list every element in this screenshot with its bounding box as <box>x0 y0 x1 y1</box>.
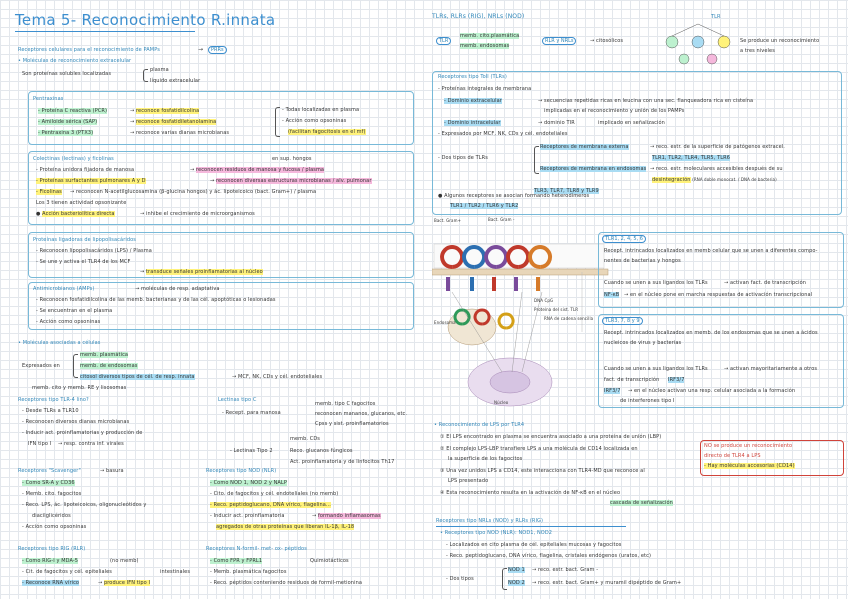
tlr-pill: TLR <box>436 37 451 45</box>
toll-intra: - Dominio intracelular <box>444 120 501 126</box>
tlr-endo-activate: → activan mayoritariamente a otros <box>724 366 818 372</box>
toll-expressed: - Expresados por MCF, NK, CDs y cél. endoteliales <box>438 131 568 137</box>
fig-ssrna: RNA de cadena sencilla <box>544 316 594 321</box>
extracellular-heading: • Moléculas de reconocimiento extracelular <box>18 58 132 64</box>
right-column <box>424 0 848 599</box>
lps-tlr4-heading: • Reconocimiento de LPS por TLR4 <box>434 422 525 428</box>
tlr-label: TLR <box>711 14 721 20</box>
lectina-cpss: Cpss y sist. proinflamatorios <box>315 421 389 427</box>
nod-agregados: agregados de otras proteínas que liberan IL-1β, IL-18 <box>216 524 355 530</box>
tlr-induce: - Inducir act. proinflamatorias y producción de <box>22 430 143 436</box>
tlr-endo-desc2: nucleicos de virus y bacterias <box>604 340 682 346</box>
transduce-text: → transduce señales proinflamatorias al núcleo <box>140 269 263 275</box>
lps-step4: ④ Esta reconocimiento resulta en la activación de NF-κB en el núcleo <box>440 490 621 496</box>
lectina-mananos: reconocen mananos, glucanos, etc. <box>315 411 408 417</box>
lps-note3: - Hay moléculas accesorias (CD14) <box>704 463 795 469</box>
toll-ext-list: TLR1, TLR2, TLR4, TLR5, TLR6 <box>652 155 730 161</box>
toll-heading: Receptores tipo Toll (TLRs) <box>438 74 507 80</box>
receptor-families-heading: TLRs, RLRs (RIG), NRLs (NOD) <box>432 13 525 20</box>
brace <box>502 568 507 590</box>
tlr-surface-desc: Recept. intrincados localizados en memb celular que se unen a diferentes compo- <box>604 248 818 254</box>
brace <box>73 354 78 378</box>
extracellular-liquid-text: líquido extracelular <box>150 78 201 84</box>
toll-integral: - Proteínas integrales de membrana <box>438 86 532 92</box>
tlr-endo-desc: Recept. intrincados localizados en memb. de los endosomas que se unen a ácidos <box>604 330 818 336</box>
tlr-levels-diagram <box>654 14 740 66</box>
tlr-heading: Receptores tipo TLR-4 lino? <box>18 397 89 403</box>
nod2-label: NOD 2 <box>508 580 525 586</box>
nod-induce: - Inducir act. proinflamatoria <box>210 513 285 519</box>
mem-plasma: memb. plasmática <box>80 352 129 358</box>
lps-step2b: la superficie de los fagocitos <box>448 456 523 462</box>
rig-rna: - Reconoce RNA vírico <box>22 580 80 586</box>
tlr-endo-pill: TLR3, 7, 8 y 9 <box>602 317 643 325</box>
scavenger-memb: - Memb. cito. fagocitos <box>22 491 82 497</box>
tlr-surface-pill: TLR1, 2, 4, 5, 6 <box>602 235 646 243</box>
tlr-surface-bind: Cuando se unen a sus ligandos los TLRs <box>604 280 708 286</box>
nod-reco-right: - Reco. peptidoglucano, DNA vírico, flagelina, cristales endógenos (uratos, etc) <box>446 553 652 559</box>
pentraxinas-box <box>28 91 414 145</box>
toll-extra-desc: → secuencias repetidas ricas en leucina con una sec. flanqueadora rica en cisteína <box>538 98 754 104</box>
toll-endo-memb: Receptores de membrana en endosomas <box>540 166 647 172</box>
colectinas-heading: Colectinas (lectinas) y ficolinas <box>33 156 114 162</box>
nod-subheading: • Receptores tipo NOD (NLR): NOD1, NOD2 <box>440 530 553 536</box>
toll-endo-list: TLR3, TLR7, TLR8 y TLR9 <box>534 188 599 194</box>
soluble-proteins-text: Son proteínas solubles localizadas <box>22 71 112 77</box>
irf-ifn: de interferones tipo I <box>620 398 675 404</box>
lectina-tipo2: - Lectinas Tipo 2 <box>230 448 273 454</box>
nod-two-types: - Dos tipos <box>446 576 474 582</box>
fig-gram-pos: Bact. Gram+ <box>434 218 462 223</box>
pentraxinas-phago: (facilitan fagocitosis en el mf) <box>288 129 366 135</box>
tlr-targets: - Reconocen diversos dianas microbianas <box>22 419 130 425</box>
rig-intest: intestinales <box>160 569 191 575</box>
amps-recognize: - Reconocen fosfatidilcolina de las memb. bacterianas y de las cél. apoptóticas o lesionadas <box>36 297 276 303</box>
surfactant-text: - Proteínas surfactantes pulmonares A y D <box>36 178 146 184</box>
tlr-surface-activate: → activan fact. de transcripción <box>724 280 807 286</box>
tlr-memb-cito: memb. cito.plasmática <box>460 33 520 39</box>
left-column <box>0 0 420 599</box>
toll-endo-reco: → reco. estr. moleculares accesibles después de su <box>650 166 783 172</box>
irf-label: IRF3/7 <box>668 377 685 383</box>
pentraxinas-heading: Pentraxinas <box>33 96 64 102</box>
nod-cito: - Cito. de fagocitos y cél. endoteliales (no memb) <box>210 491 339 497</box>
ifn-text: IFN tipo I <box>28 441 52 447</box>
scavenger-opsonin: - Acción como opsoninas <box>22 524 87 530</box>
lps-cascade: cascada de señalización <box>610 500 673 506</box>
toll-endo-desint: desintegración (RNA doble monocat. / DNA de bacteria) <box>652 177 777 183</box>
nrl-heading: Receptores tipo NRLs (NOD) y RLRs (RIG) <box>436 518 544 524</box>
pcr-text: - Proteína C reactiva (PCR) <box>38 108 108 114</box>
brace <box>534 146 539 174</box>
tlr-surface-desc2: nentes de bacterias y hongos <box>604 258 681 264</box>
tlr-endo-fact: fact. de transcripción <box>604 377 660 383</box>
fig-endosome: Endosoma <box>434 320 456 325</box>
lectina-memb: memb. tipo C fagocitos <box>315 401 376 407</box>
pentraxinas-opsonin: - Acción como opsoninas <box>282 118 347 124</box>
fig-protein: Proteína del sist. TLR <box>534 307 579 312</box>
lectina-glucanos: Reco. glucanos fúngicos <box>290 448 353 454</box>
bacteriolytic-desc: → inhibe el crecimiento de microorganismos <box>140 211 255 217</box>
scavenger-sra: - Como SR-A y CD36 <box>22 480 75 486</box>
ficolinas-text: - Ficolinas <box>36 189 62 195</box>
prrs-pill: PRRs <box>208 46 227 54</box>
sap-desc: → reconoce fosfatidiletanolamina <box>130 119 217 125</box>
scavenger-basura: → basura <box>100 468 124 474</box>
ptx3-text: - Pentraxina 3 (PTX3) <box>38 130 94 136</box>
lectina-cds: memb. CDs <box>290 436 321 442</box>
amps-heading: Antimicrobianos (AMPs) <box>33 286 95 292</box>
mbl-text: - Proteína unidora fijadora de manosa <box>36 167 135 173</box>
fig-nucleus: Núcleo <box>494 400 509 405</box>
nod-reco: - Reco. peptidoglucano, DNA vírico, flagelina... <box>210 502 331 508</box>
tlr-endo-bind: Cuando se unen a sus ligandos los TLRs <box>604 366 708 372</box>
irf-desc: → en el núcleo activan una resp. celular asociada a la formación <box>628 388 796 394</box>
nod-localized: - Localizados en cito plasma de cél. epiteliales mucosas y fagocitos <box>446 542 622 548</box>
lps-recognize-text: - Reconocen lipopolisacáridos (LPS) / Plasma <box>36 248 152 254</box>
nod1-desc: → reco. estr. bact. Gram - <box>532 567 599 573</box>
fungi-surface-text: en sup. hongos <box>272 156 312 162</box>
lps-step3b: LPS presentado <box>448 478 489 484</box>
formil-como: - Como FPR y FPRL1 <box>210 558 263 564</box>
toll-pamps: implicadas en el reconocimiento y unión de los PAMPs <box>544 108 685 114</box>
cell-assoc-heading: • Moléculas asociadas a células <box>18 340 101 346</box>
rig-ifn: → produce IFN tipo I <box>98 580 151 586</box>
amps-plasma: - Se encuentran en el plasma <box>36 308 113 314</box>
cytosolic-text: → citosólicos <box>590 38 624 44</box>
rig-como: - Como RIG-I y MDA-5 <box>22 558 79 564</box>
arrow-icon: → <box>198 46 204 53</box>
bacteriolytic-text: ● Acción bacteriolítica directa <box>36 211 115 217</box>
nfkb-desc: → en el núcleo pone en marcha respuestas de activación transcripcional <box>624 292 813 298</box>
pentraxinas-plasma: - Todas localizadas en plasma <box>282 107 360 113</box>
scavenger-heading: Receptores "Scavenger" <box>18 468 81 474</box>
toll-sig: implicado en señalización <box>598 120 665 126</box>
scavenger-reco: - Reco. LPS, ác. lipoteicoicos, oligonucleótidos y <box>22 502 147 508</box>
mem-endosomes: memb. de endosomas <box>80 363 138 369</box>
rlr-pill: RLR y NRLs <box>542 37 576 45</box>
toll-ext-reco: → reco. estr. de la superficie de patógenos extracel. <box>650 144 785 150</box>
amps-opsonin: - Acción como opsoninas <box>36 319 101 325</box>
nrl-underline <box>436 526 626 527</box>
formil-reco: - Reco. péptidos conteniendo residuos de formil-metionina <box>210 580 362 586</box>
formil-heading: Receptores N-formil- met- ox- péptidos <box>206 546 307 552</box>
nfkb-label: NF-κB <box>604 292 620 298</box>
lectinas-heading: Lectinas tipo C <box>218 397 257 403</box>
toll-hetero: ● Algunos receptores se asocian formando heterodímeros <box>438 193 590 199</box>
sap-text: - Amiloide sérica (SAP) <box>38 119 98 125</box>
tlr4-bind-text: - Se une y activa el TLR4 de los MCF <box>36 259 131 265</box>
lps-step1: ① El LPS encontrado en plasma se encuentra asociado a una proteína de unión (LBP) <box>440 434 662 440</box>
toll-ext-memb: Receptores de membrana externa <box>540 144 629 150</box>
tlr-levels-text: Se produce un reconocimiento <box>740 38 820 44</box>
toll-tir: → dominio TIR <box>538 120 575 126</box>
surfactant-desc: → reconocen diversas estructuras microbianas / alv. pulmonar <box>210 178 372 184</box>
toll-two-types: - Dos tipos de TLRs <box>438 155 488 161</box>
opsonizing-text: Los 3 tienen actividad opsonizante <box>36 200 127 206</box>
tlr-figure <box>432 232 612 412</box>
mbl-desc: → reconocen residuos de manosa y fucosa / plasma <box>190 167 325 173</box>
lectina-th17: Act. proinflamatoria y de linfocitos Th17 <box>290 459 395 465</box>
cells-text: → MCF, NK, CDs y cél. endoteliales <box>232 374 323 380</box>
citosol-text: citosol diversos tipos de cél. de resp. innata <box>80 374 195 380</box>
brace <box>143 69 148 82</box>
lectina-manosa: - Recept. para manosa <box>222 410 281 416</box>
expressed-text: Expresados en <box>22 363 60 369</box>
toll-extra: - Dominio extracelular <box>444 98 502 104</box>
tlr-range: - Desde TLRs a TLR10 <box>22 408 79 414</box>
lps-note2: directo de TLR4 a LPS <box>704 453 761 459</box>
tlr-levels-text2: a tres niveles <box>740 48 775 54</box>
nod-como: - Como NOD 1, NOD 2 y NALP <box>210 480 287 486</box>
ficolinas-desc: → reconocen N-acetilglucosamina (β-glucina hongos) y ác. lipoteicoico (bact. Gram+) / plasma <box>70 189 317 195</box>
title-underline <box>15 31 195 32</box>
lps-note1: NO se produce un reconocimiento <box>704 443 793 449</box>
formil-memb: - Memb. plasmática fagocitos <box>210 569 287 575</box>
prr-heading: Receptores celulares para el reconocimiento de PAMPs <box>18 47 160 53</box>
brace <box>275 107 280 137</box>
tlr-memb-endo: memb. endosomas <box>460 43 510 49</box>
lps-step2: ② El complejo LPS-LBP transfiere LPS a una molécula de CD14 localizada en <box>440 446 638 452</box>
page-title: Tema 5- Reconocimiento R.innata <box>15 11 276 29</box>
rig-cito: - Cit. de fagocitos y cél. epiteliales <box>22 569 112 575</box>
nod-heading: Receptores tipo NOD (NLR) <box>206 468 277 474</box>
fig-gram-neg: Bact. Gram - <box>488 217 515 222</box>
formil-quimio: Quimiotácticos <box>310 558 349 564</box>
ptx3-desc: → reconoce varias dianas microbianas <box>130 130 230 136</box>
rig-heading: Receptores tipo RIG (RLR) <box>18 546 86 552</box>
fig-cpg: DNA CpG <box>534 298 554 303</box>
lps-step3: ③ Una vez unidos LPS a CD14, este interacciona con TLR4-MD que reconoce al <box>440 468 645 474</box>
amps-adaptive: → moléculas de resp. adaptativa <box>135 286 220 292</box>
scavenger-diacil: diacilglicéridos <box>32 513 71 519</box>
nod1-label: NOD 1 <box>508 567 525 573</box>
pcr-desc: → reconoce fosfatidilcolina <box>130 108 200 114</box>
rig-nomemb: (no memb) <box>110 558 139 564</box>
ifn-desc: → resp. contra inf. virales <box>58 441 124 447</box>
nod-inflamasoma: → formando inflamasomas <box>312 513 381 519</box>
nod2-desc: → reco. estr. bact. Gram+ y muramil dipéptido de Gram+ <box>532 580 682 586</box>
toll-hetero-list: TLR1 / TLR2 / TLR6 y TLR2 <box>450 203 519 209</box>
plasma-text: plasma <box>150 67 169 73</box>
memb-cito-text: memb. cito y memb. RE y lisosomas <box>32 385 127 391</box>
lps-proteins-heading: Proteínas ligadoras de lipopolisacáridos <box>33 237 136 243</box>
irf-label2: IRF3/7 <box>604 388 621 394</box>
